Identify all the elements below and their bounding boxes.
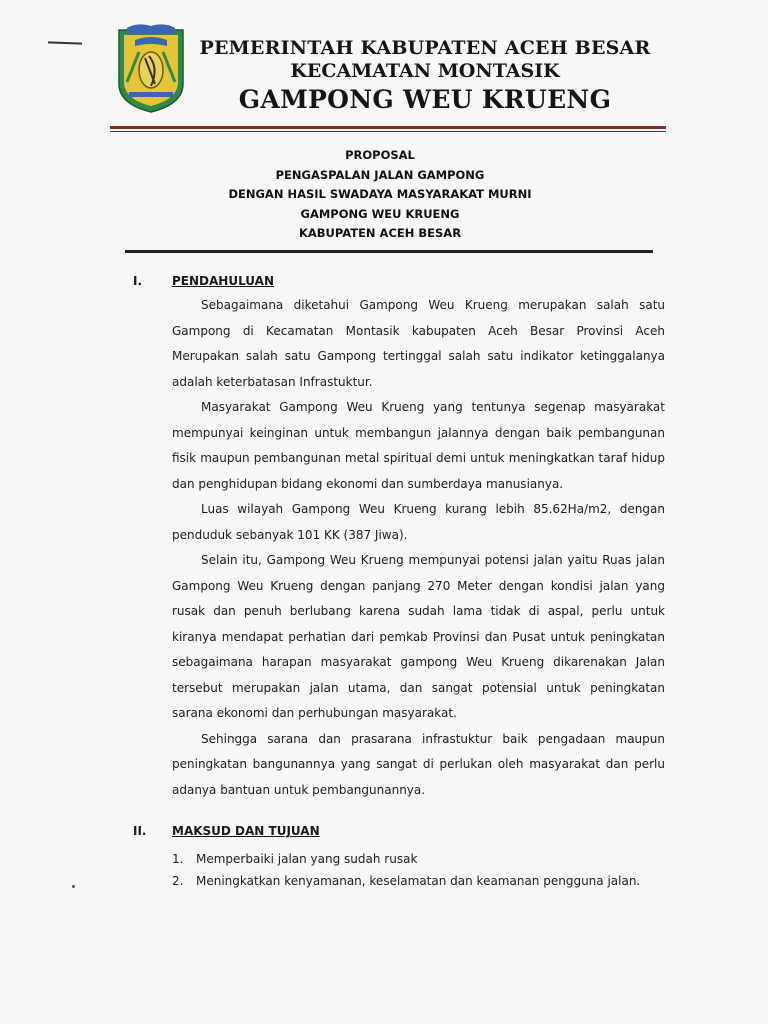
- paragraph: Sehingga sarana dan prasarana infrastuktur baik pengadaan maupun peningkatan bangunannya yang sangat di perlukan oleh masyarakat dan perlu adanya bantuan untuk pembangunannya.: [172, 731, 665, 797]
- paragraph: Masyarakat Gampong Weu Krueng yang tentunya segenap masyarakat mempunyai keinginan untuk membangun jalannya dengan baik pembangunan fisik maupun pembangunan metal spiritual demi untuk meningkatkan taraf hidup dan penghidupan bidang ekonomi dan sumberdaya manusianya.: [172, 400, 665, 491]
- pen-mark: [48, 41, 82, 44]
- section-body: [172, 293, 665, 803]
- section-number: II.: [133, 824, 147, 838]
- section-title: MAKSUD DAN TUJUAN: [172, 824, 320, 838]
- title-line: GAMPONG WEU KRUENG: [300, 206, 460, 221]
- list-number: 2.: [172, 874, 184, 888]
- paragraph: Luas wilayah Gampong Weu Krueng kurang lebih 85.62Ha/m2, dengan penduduk sebanyak 101 KK (387 Jiwa).: [172, 502, 665, 542]
- section-title: PENDAHULUAN: [172, 274, 274, 288]
- title-rule: [125, 250, 653, 253]
- title-line: KABUPATEN ACEH BESAR: [298, 226, 462, 240]
- title-line: DENGAN HASIL SWADAYA MASYARAKAT MURNI: [228, 187, 532, 201]
- paragraph: Selain itu, Gampong Weu Krueng mempunyai potensi jalan yaitu Ruas jalan Gampong Weu Krueng dengan panjang 270 Meter dengan kondisi jalan yang rusak dan penuh berlubang karena sudah lama tidak di aspal, perlu untuk kiranya mendapat perhatian dari pemkab Provinsi dan Pusat untuk peningkatan sebagaimana harapan masyarakat gampong Weu Krueng dikarenakan Jalan tersebut merupakan jalan utama, dan sangat potensial untuk peningkatan sarana ekonomi dan perhubungan masyarakat.: [172, 553, 665, 720]
- list-text: Memperbaiki jalan yang sudah rusak: [196, 852, 418, 866]
- letterhead-rule: [110, 126, 666, 129]
- list-item: [172, 848, 672, 870]
- proposal-title: [160, 146, 600, 244]
- letterhead-rule-thin: [110, 131, 666, 132]
- title-line: PROPOSAL: [345, 148, 415, 162]
- list-number: 1.: [172, 852, 184, 866]
- letterhead: [190, 36, 660, 118]
- stray-dot: [72, 885, 75, 888]
- letterhead-district: KECAMATAN MONTASIK: [290, 60, 560, 82]
- list-item: [172, 870, 672, 892]
- letterhead-village: GAMPONG WEU KRUENG: [238, 85, 612, 114]
- title-line: PENGASPALAN JALAN GAMPONG: [275, 167, 485, 182]
- letterhead-regency: PEMERINTAH KABUPATEN ACEH BESAR: [199, 37, 651, 59]
- section-number: I.: [133, 274, 143, 288]
- list-text: Meningkatkan kenyamanan, keselamatan dan keamanan pengguna jalan.: [196, 874, 641, 888]
- paragraph: Sebagaimana diketahui Gampong Weu Krueng merupakan salah satu Gampong di Kecamatan Montasik kabupaten Aceh Besar Provinsi Aceh Merupakan salah satu Gampong tertinggal salah satu indikator ketinggalanya adalah keterbatasan Infrastuktur.: [172, 298, 665, 389]
- objectives-list: [172, 848, 672, 892]
- coat-of-arms-logo: [115, 22, 187, 114]
